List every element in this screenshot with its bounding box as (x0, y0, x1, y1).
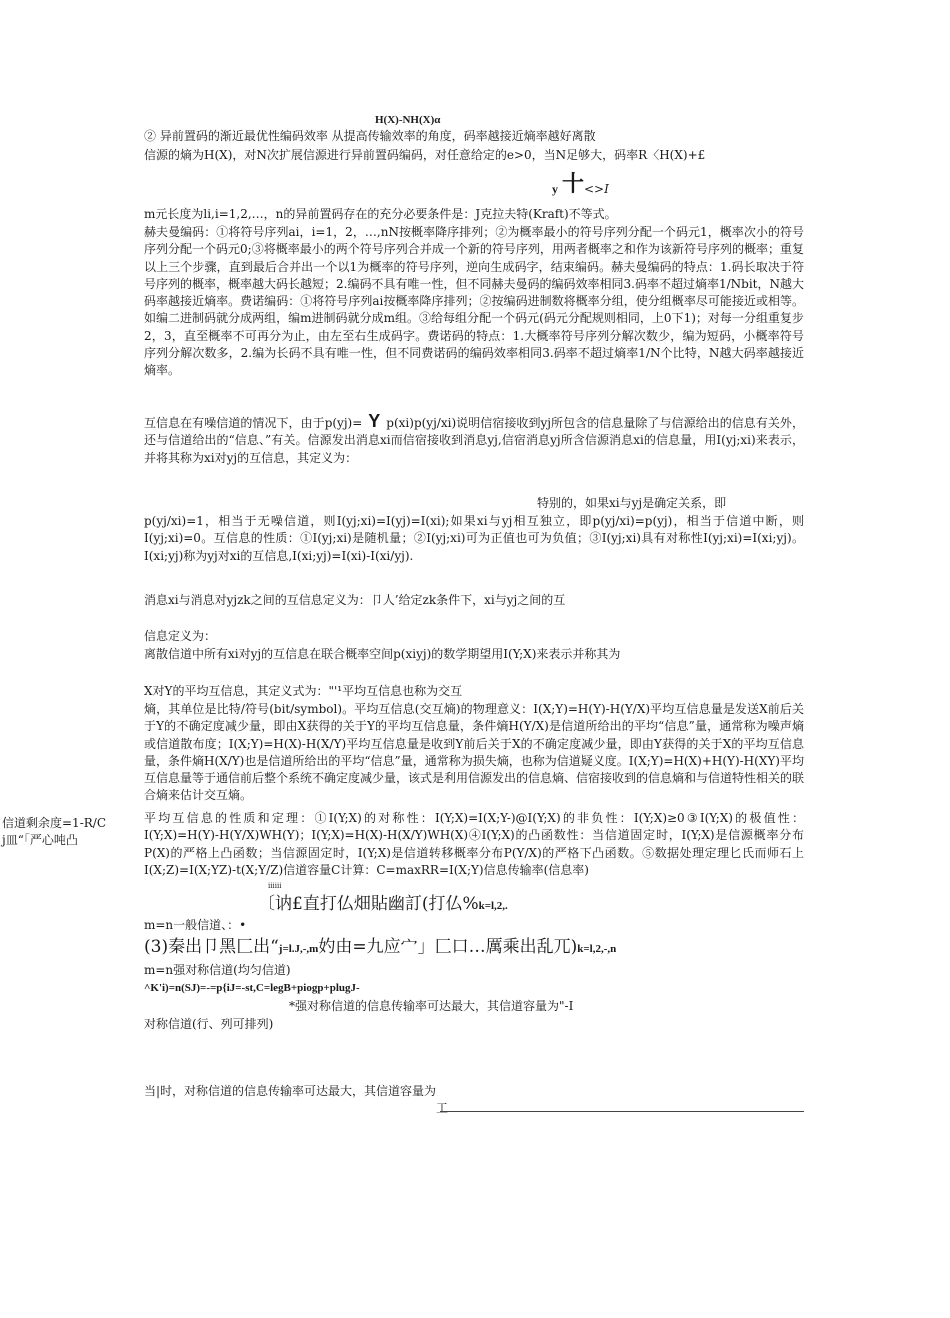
last-line: 当|时，对称信道的信息传输率可达最大，其信道容量为 (144, 1084, 437, 1098)
text-line-1: ② 异前置码的渐近最优性编码效率 从提高传输效率的角度，码率越接近熵率越好离散 (144, 129, 596, 143)
formula-tail: <>I (584, 182, 609, 196)
special-paragraph: p(yj/xi)=1，相当于无噪信道，则I(yj;xi)=I(yj)=I(xi);如果xi与yj相互独立，即p(yj/xi)=p(yj)，相当于信道中断，则I(yj;xi)=0。互信息的性质：①I(yj;xi)是随机量；②I(yj;xi)可为正值也可为负值；③I(yj;xi)具有对称性I(yj;xi)=I(xi;yj)。I(xi;yj)称为yj对xi的互信息,I(xi;yj)=I(xi)-I(xi/yj). (144, 514, 804, 563)
kraft-line: m元长度为li,i=1,2,…，n的异前置码存在的充分必要条件是：J克拉夫特(Kraft)不等式。 (144, 207, 617, 221)
formula-3-rest: 妁由=九应宀」匚口…厲乘出乱兀) (318, 937, 578, 957)
margin-note-1: 信道剩余度=1-R/C (2, 816, 107, 830)
mutual-info-paragraph (144, 413, 804, 467)
strong-symmetric-note: *强对称信道的信息传输率可达最大，其信道容量为"-I (289, 999, 574, 1013)
average-line: X对Y的平均互信息，其定义式为："'¹平均互信息也称为交互 (144, 684, 463, 698)
bottom-rule (440, 1111, 804, 1112)
conditional-line: 消息xi与消息对yjzk之间的互信息定义为：卩人’给定zk条件下，xi与yj之间的互 (144, 593, 566, 607)
plus-cross-symbol: 十 (562, 171, 585, 196)
formula-3 (144, 936, 616, 960)
text-line-2: 信源的熵为H(X)，对N次扩展信源进行异前置码编码，对任意给定的e>0，当N足够大，码率R〈H(X)+£ (144, 148, 706, 162)
special-line: 特别的，如果xi与yj是确定关系，即 (537, 496, 727, 510)
formula-bracket-main: 〔讷£直打仏畑貼幽訂(打仏% (258, 894, 479, 914)
definition-line: 信息定义为： (144, 629, 217, 643)
formula-3-mid: j=l.J,-,m (278, 943, 319, 955)
formula-3-sub: k=l,2,-,n (577, 943, 617, 955)
huffman-fano-paragraph: 赫夫曼编码：①将符号序列ai，i=1，2，…,nN按概率降序排列；②为概率最小的符号序列分配一个码元1，概率次小的符号序列分配一个码元0;③将概率最小的两个符号序列合并成一个新的符号序列，用两者概率之和作为该新符号序列的概率；重复以上三个步骤，直到最后合并出一个以1为概率的符号序列，逆向生成码字，结束编码。赫夫曼编码的特点：1.码长取决于符号序列的概率，概率越大码长越短；2.编码不具有唯一性，但不同赫夫曼码的编码效率相同3.码率不超过熵率1/Nbit，N越大码率越接近熵率。费诺编码：①将符号序列ai按概率降序排列；②按编码进制数将概率分组，使分组概率尽可能接近或相等。如编二进制码就分成两组，编m进制码就分成m组。③给每组分配一个码元(码元分配规则相同，上0下1)；对每一分组重复步2，3，直至概率不可再分为止，由左至右生成码字。费诺码的特点：1.大概率符号序列分解次数少，编为短码，小概率符号序列分解次数多，2.编为长码不具有唯一性，但不同费诺码的编码效率相同3.码率不超过熵率1/N个比特，N越大码率越接近熵率。 (144, 225, 804, 378)
mutual-info-text-b: p(xi)p(yj/xi)说明信宿接收到yj所包含的信息量除了与信源给出的信息有关外，还与信道给出的“信息、”有关。信源发出消息xi而信宿接收到消息yj,信宿消息yj所含信源消息xi的信息量，用I(yj;xi)来表示，并将其称为xi对yj的互信息，其定义为： (144, 416, 804, 465)
formula-bracket (258, 893, 508, 917)
strong-symmetric-line: m=n强对称信道(均匀信道) (144, 963, 291, 977)
formula-y: y (552, 182, 558, 196)
margin-note-2: j皿“「严心吨凸 (2, 833, 78, 847)
formula-top: H(X)-NH(X)α (375, 114, 441, 126)
properties-paragraph: 平均互信息的性质和定理：①I(Y;X)的对称性：I(Y;X)=I(X;Y-)@I(Y;X)的非负性：I(Y;X)≥0③I(Y;X)的极值性：I(Y;X)=H(Y)-H(Y/X)WH(Y)；I(Y;X)=H(X)-H(X/Y)WH(X)④I(Y;X)的凸函数性：当信道固定时，I(Y;X)是信源概率分布P(X)的严格上凸函数；当信源固定时，I(Y;X)是信道转移概率分布P(Y/X)的严格下凸函数。⑤数据处理定理匕氏而师石上I(X;Z)=I(X;YZ)-t(X;Y/Z)信道容量C计算：C=maxRR=I(X;Y)信息传输率(信息率) (144, 811, 804, 877)
mutual-info-text-a: 互信息在有噪信道的情况下，由于p(yj)= (144, 416, 363, 430)
tiny-mark: ⅲⅲ (268, 882, 282, 890)
entropy-paragraph: 熵，其单位是比特/符号(bit/symbol)。平均互信息(交互熵)的物理意义：I(X;Y)=H(Y)-H(Y/X)平均互信息量是发送X前后关于Y的不确定度减少量，即由X获得的关于Y的平均互信息量，条件熵H(Y/X)是信道所给出的平均“信息”量，通常称为噪声熵或信道散布度；I(X;Y)=H(X)-H(X/Y)平均互信息量是收到Y前后关于X的不确定度减少量，即由Y获得的关于X的平均互信息量，条件熵H(X/Y)也是信道所给出的平均“信息”量，通常称为损失熵，也称为信道疑义度。I(X;Y)=H(X)+H(Y)-H(XY)平均互信息量等于通信前后整个系统不确定度减少量，该式是利用信源发出的信息熵、信宿接收到的信息熵和与信道特性相关的联合熵来估计交互熵。 (144, 702, 805, 803)
symmetric-line: 对称信道(行、列可排列) (144, 1017, 274, 1031)
gong-mark: 工 (436, 1101, 449, 1115)
formula-k: ^K'i)=n(SJ)=-=p{iJ=-st,C=legB+piogp+plugJ- (144, 982, 360, 994)
formula-bracket-sub: k=l,2,. (478, 900, 508, 912)
formula-3-main: (3)秦出卩黑匚出“ (144, 937, 279, 957)
discrete-line: 离散信道中所有xi对yj的互信息在联合概率空间p(xiyj)的数学期望用I(Y;X)来表示并称其为 (144, 647, 621, 661)
sigma-symbol: Y (368, 411, 381, 431)
general-channel-line: m=n一般信道、：• (144, 918, 247, 932)
